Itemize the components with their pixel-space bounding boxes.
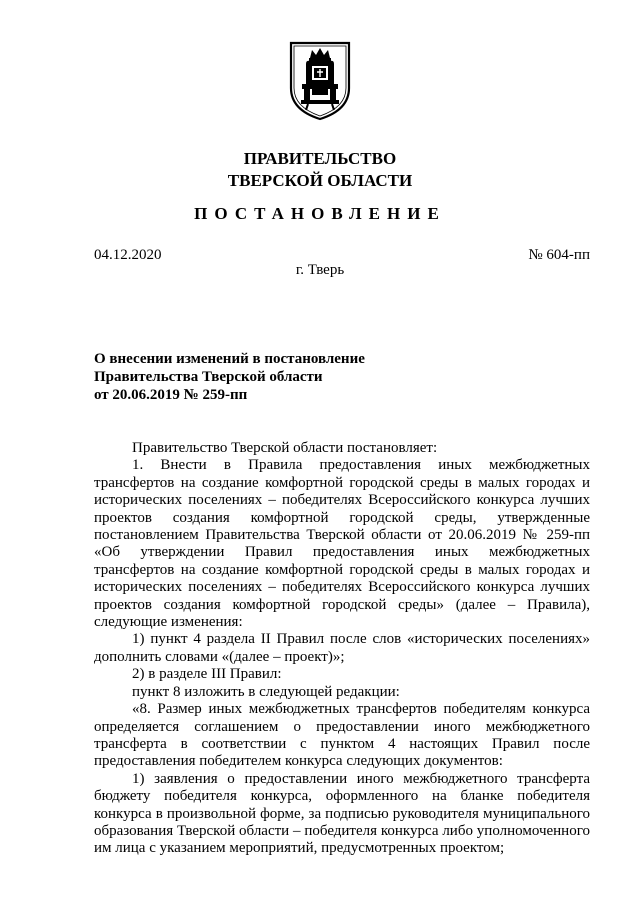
body-paragraph-subitem-2: 2) в разделе III Правил: [132,666,282,683]
document-subject [94,350,365,404]
body-paragraph-preamble: Правительство Тверской области постановляет: [132,440,438,456]
document-city: г. Тверь [295,262,345,278]
tver-coat-of-arms-icon [288,40,352,122]
document-body [94,440,590,858]
body-paragraph-document-1: 1) заявления о предоставлении иного межбюджетного трансферта бюджету победителя конкурса, оформленного на бланке победителя конкурса в произвольной форме, за подписью руководителя муниципального образования Тверской области – победителя конкурса либо уполномоченного им лица с указанием мероприятий, предусмотренных проектом; [94,770,590,857]
organization-name-line1: ПРАВИТЕЛЬСТВО [243,149,397,168]
body-paragraph-point-8: «8. Размер иных межбюджетных трансфертов победителям конкурса определяется соглашением о предоставлении иного межбюджетного трансферта в соответствии с пунктом 4 настоящих Правил после предоставления победителем конкурса следующих документов: [94,701,590,770]
subject-line3: от 20.06.2019 № 259-пп [94,387,248,403]
document-number: № 604-пп [528,247,590,263]
body-paragraph-item-1: 1. Внести в Правила предоставления иных межбюджетных трансфертов на создание комфортной городской среды в малых городах и исторических поселениях – победителях Всероссийского конкурса лучших проектов создания комфортной городской среды, утвержденные постановлением Правительства Тверской области от 20.06.2019 № 259-пп «Об утверждении Правил предоставления иных межбюджетных трансфертов на создание комфортной городской среды в малых городах и исторических поселениях – победителях Всероссийского конкурса лучших проектов создания комфортной городской среды» (далее – Правила), следующие изменения: [94,457,590,631]
organization-name-line2: ТВЕРСКОЙ ОБЛАСТИ [227,171,413,190]
body-paragraph-subitem-1: 1) пункт 4 раздела II Правил после слов «исторических поселениях» дополнить словами «(далее – проект)»; [94,631,590,665]
document-type-heading: ПОСТАНОВЛЕНИЕ [194,204,446,223]
subject-line1: О внесении изменений в постановление [94,351,365,367]
document-date: 04.12.2020 [94,247,162,263]
subject-line2: Правительства Тверской области [94,369,323,385]
body-paragraph-point-8-intro: пункт 8 изложить в следующей редакции: [132,683,400,700]
